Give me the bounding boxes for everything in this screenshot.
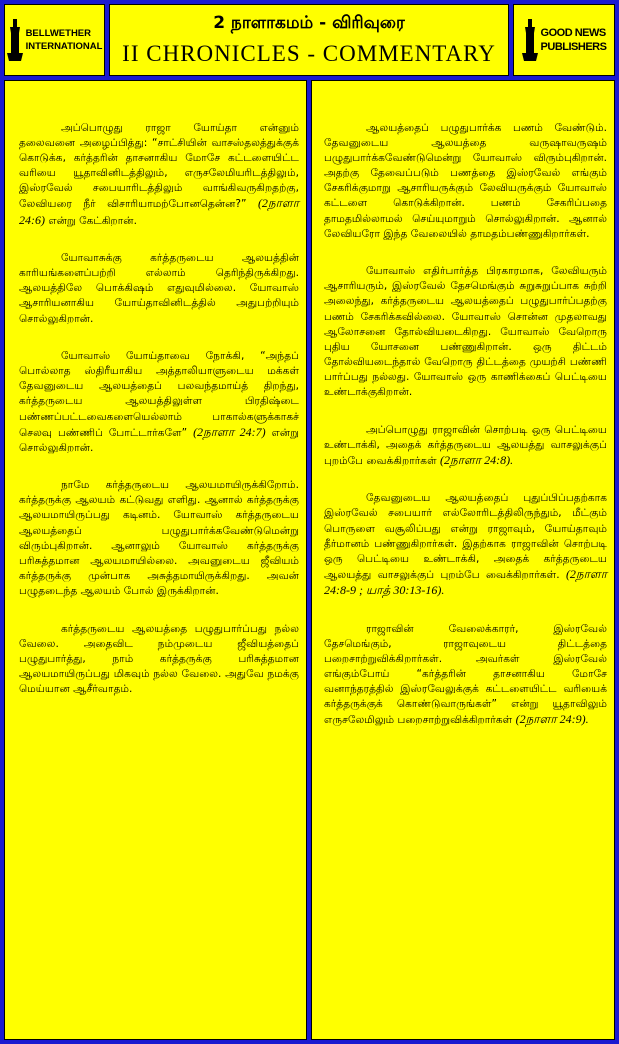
paragraph-text: யோவாஸ் யோய்தாவை நோக்கி, “அந்தப் பொல்லாத ஸ்திரீயாகிய அத்தாலியாளுடைய மக்கள் தேவனுடைய ஆலயத்தைப் பலவந்தமாய்த் திறந்து, கர்த்தருடைய ஆலயத்திலுள்ள பிரதிஷ்டை பண்ணப்பட்டவைகளையெல்லாம் பாகால்களுக்காகச் செலவு பண்ணிப் போட்டார்களே” <box>19 350 299 439</box>
scripture-reference: (2நாளா 24:6) <box>19 196 299 227</box>
paragraph-text: ஆலயத்தைப் பழுதுபார்க்க பணம் வேண்டும். தேவனுடைய ஆலயத்தை வருஷாவருஷம் பழுதுபார்க்கவேண்டுமென்று யோவாஸ் விரும்புகிறான். அதற்கு தேவைப்படும் பணத்தை இஸ்ரவேல் எங்கும் சேகரிக்குமாறு ஆசாரியருக்கும் லேவியருக்கும் யோவாஸ் கட்டளை கொடுக்கிறான். பணம் சேகரிப்பதை தாமதமில்லாமல் செய்யுமாறும் சொல்லுகிறான். ஆனால் லேவியரோ இந்த வேலையில் தாமதம்பண்ணுகிறார்கள். <box>324 122 607 240</box>
paragraph <box>19 251 299 326</box>
paragraph <box>324 264 607 400</box>
scripture-reference: (2நாளா 24:9). <box>515 712 589 727</box>
paragraph <box>324 121 607 242</box>
scripture-reference: (2நாளா 24:8-9 ; யாத் 30:13-16). <box>324 566 607 597</box>
paragraph-text: அப்பொழுது ராஜாவின் சொற்படி ஒரு பெட்டியை உண்டாக்கி, அதைக் கர்த்தருடைய ஆலயத்து வாசலுக்குப் புறம்பே வைக்கிறார்கள் <box>324 423 607 467</box>
paragraph-text: யோவாஸ் எதிர்பார்த்த பிரகாரமாக, லேவியரும் ஆசாரியரும், இஸ்ரவேல் தேசமெங்கும் சுறுசுறுப்பாக சுற்றி அலைந்து, கர்த்தருடைய ஆலயத்தைப் பழுதுபார்ப்பதற்கு பணம் சேகரிக்கவில்லை. யோவாஸ் சொன்ன முதலாவது ஆலோசனை தோல்வியடைகிறது. யோவாஸ் வேறொரு புதிய யோசனை பண்ணுகிறான். ஒரு திட்டம் தோல்வியடைந்தால் வேறொரு திட்டத்தை முயற்சி பண்ணி பார்ப்பது நல்லது. யோவாஸ் ஒரு காணிக்கைப் பெட்டியை உண்டாக்குகிறான். <box>324 265 607 398</box>
title-tamil: 2 நாளாகமம் - விரிவுரை <box>213 13 405 33</box>
paragraph-text: தேவனுடைய ஆலயத்தைப் புதுப்பிப்பதற்காக இஸ்ரவேல் சபையார் எல்லோரிடத்திலிருந்தும், மீட்கும் பொருளை வசூலிப்பது என்று ராஜாவும், யோய்தாவும் தீர்மானம் பண்ணுகிறார்கள். இதற்காக ராஜாவின் சொற்படி ஒரு பெட்டியை உண்டாக்கி, அதைக் கர்த்தருடைய ஆலயத்து வாசலுக்குப் புறம்பே வைக்கிறார்கள். <box>324 492 607 581</box>
paragraph <box>19 349 299 456</box>
left-column <box>4 80 307 1040</box>
paragraph-text: ராஜாவின் வேலைக்காரர், இஸ்ரவேல் தேசமெங்கும், ராஜாவுடைய திட்டத்தை பறைசாற்றுவிக்கிறார்கள். அவர்கள் இஸ்ரவேல் எங்கும்போய் “கர்த்தரின் தாசனாகிய மோசே வனாந்தரத்தில் இஸ்ரவேலுக்குக் கட்டளையிட்ட வரியைக் கர்த்தருக்குக் கொண்டுவாருங்கள்” என்று யூதாவிலும் எருசலேமிலும் பறைசாற்றுவிக்கிறார்கள் <box>324 622 607 727</box>
paragraph-tail: என்று கேட்கிறான். <box>48 214 137 227</box>
paragraph-text: அப்பொழுது ராஜா யோய்தா என்னும் தலைவனை அழைப்பித்து: “சாட்சியின் வாசஸ்தலத்துக்குக் கொடுக்க, கர்த்தரின் தாசனாகிய மோசே கட்டளையிட்ட வரியை யூதாவினிடத்திலும், எருசலேமியரிடத்திலும், இஸ்ரவேல் சபையாரிடத்திலும் வாங்கிவருகிறதற்கு, லேவியரை நீர் விசாரியாமற்போனதென்ன?” <box>19 122 299 211</box>
logo-left-line2: INTERNATIONAL <box>25 41 103 52</box>
paragraph <box>324 423 607 469</box>
paragraph <box>19 478 299 599</box>
bell-tower-icon <box>522 19 538 61</box>
right-column <box>311 80 615 1040</box>
logo-right-line2: PUBLISHERS <box>540 41 607 53</box>
paragraph-text: கர்த்தருடைய ஆலயத்தை பழுதுபார்ப்பது நல்ல வேலை. அதைவிட நம்முடைய ஜீவியத்தைப் பழுதுபார்த்து, நாம் கர்த்தருக்கு பரிசுத்தமான ஆலயமாயிருப்பது மிகவும் நல்ல வேலை. அதுவே நமக்கு மெய்யான ஆசீர்வாதம். <box>19 622 299 695</box>
logo-left-line1: BELLWETHER <box>25 28 92 39</box>
paragraph <box>324 491 607 599</box>
good-news-logo <box>513 4 615 76</box>
logo-right-line1: GOOD NEWS <box>540 27 606 39</box>
paragraph <box>324 622 607 729</box>
paragraph-tail: என்று சொல்லுகிறான். <box>19 426 300 454</box>
scripture-reference: (2நாளா 24:8). <box>440 452 514 467</box>
paragraph-text: நாமே கர்த்தருடைய ஆலயமாயிருக்கிறோம். கர்த்தருக்கு ஆலயம் கட்டுவது எளிது. ஆனால் கர்த்தருக்கு ஆலயமாயிருப்பது கடினம். யோவாஸ் கர்த்தருடைய ஆலயத்தைப் பழுதுபார்க்கவேண்டுமென்று விரும்புகிறான். ஆனாலும் யோவாஸ் கர்த்தருக்கு பரிசுத்தமான ஆலயமாயில்லை. அவனுடைய ஜீவியம் கர்த்தருக்கு முன்பாக அசுத்தமாயிருக்கிறது. அவன் பழுதடைந்த ஆலயம் போல் இருக்கிறான். <box>19 479 299 597</box>
paragraph-text: யோவாசுக்கு கர்த்தருடைய ஆலயத்தின் காரியங்களைப்பற்றி எல்லாம் தெரிந்திருக்கிறது. ஆலயத்திலே பொக்கிஷம் எதுவுமில்லை. யோவாஸ் ஆசாரியனாகிய யோய்தாவினிடத்தில் அதுபற்றியும் சொல்லுகிறான். <box>19 252 299 325</box>
paragraph <box>19 121 299 229</box>
paragraph <box>19 622 299 697</box>
bellwether-logo <box>4 4 105 76</box>
page-header <box>109 4 509 76</box>
title-english: II CHRONICLES - COMMENTARY <box>122 41 496 66</box>
scripture-reference: (2நாளா 24:7) <box>193 424 266 439</box>
bell-tower-icon <box>7 19 23 61</box>
